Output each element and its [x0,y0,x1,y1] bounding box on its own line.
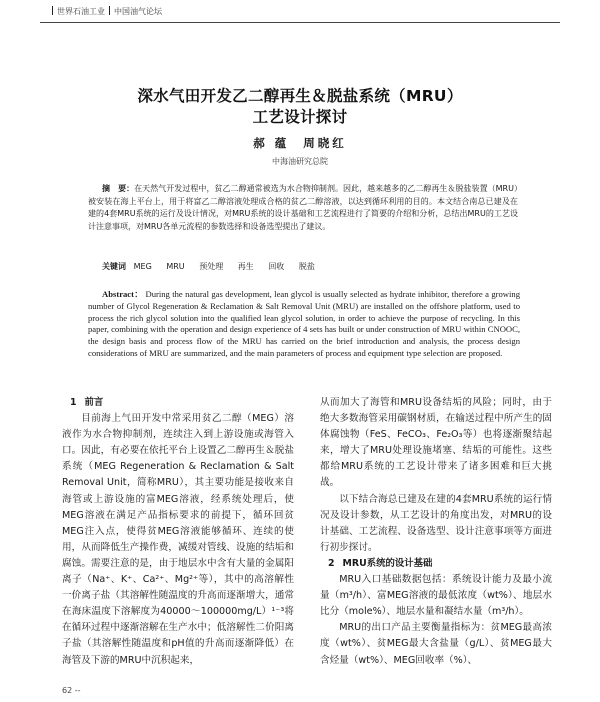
keywords-label: 关键词 [102,262,126,271]
affiliation: 中海油研究总院 [272,157,328,166]
header-bar [52,6,53,15]
keyword: 回收 [268,262,285,271]
running-header [48,6,162,17]
keywords-cn [102,261,522,272]
keyword: 脱盐 [298,262,315,271]
abstract-cn [88,183,518,233]
keyword: MEG [133,262,152,271]
body-paragraph: 目前海上气田开发中常采用贫乙二醇（MEG）溶液作为水合物抑制剂，连续注入到上游设施或海管入口。因此，有必要在依托平台上设置乙二醇再生＆脱盐系统（MEG Regeneration & Reclamation & Salt Removal Unit，简称MRU），其主要功能是接收来自海管或上游设施的富MEG溶液，经系统处理后，使MEG溶液在满足产品指标要求的前提下，循环回贫MEG注入点，使得贫MEG溶液能够循环、连续的使用，从而降低生产操作费，减缓对管线、设施的结垢和腐蚀。需要注意的是，由于地层水中含有大量的金属阳离子（Na⁺、K⁺、Ca²⁺、Mg²⁺等），其中的高溶解性一价离子盐（其溶解性随温度的升高而逐渐增大，通常在海床温度下溶解度为40000～100000mg/L）¹⁻³将在循环过程中逐渐溶解在生产水中；低溶解性二价阳离子盐（其溶解性随温度和pH值的升高而逐渐降低）在海管及下游的MRU中沉积起来， [62,413,294,666]
keyword: 预处理 [199,262,224,271]
authors [40,135,560,151]
abstract-en [88,289,520,360]
body-paragraph: MRU的出口产品主要衡量指标为：贫MEG最高浓度（wt%）、贫MEG最大含盐量（g/L）、贫MEG最大含烃量（wt%）、MEG回收率（%）、 [320,622,552,666]
header-rule [40,22,560,23]
body-paragraph: MRU入口基础数据包括：系统设计能力及最小流量（m³/h）、富MEG溶液的最低浓度（wt%）、地层水比分（mole%）、地层水量和凝结水量（m³/h）。 [320,574,552,618]
page-number: 62 -- [62,686,81,695]
abstract-en-text: During the natural gas development, lean glycol is usually selected as hydrate inhibitor, therefore a growing number of Glycol Regeneration & Reclamation & Salt Removal Unit (MRU) are installed on the offshore platform, used to process the rich glycol solution into the qualified lean glycol solution, in order to achieve the purpose of recycling. In this paper, combining with the operation and design experience of 4 sets has built or under construction of MRU within CNOOC, the design basis and process flow of the MRU has carried on the brief introduction and analysis, the process design considerations of MRU are summarized, and the main parameters of process and equipment type selection are proposed. [88,289,520,358]
journal-name: 世界石油工业 [57,7,105,16]
section-heading-1: 1 前言 [70,397,104,408]
author-1: 郝 蕴 [253,136,290,150]
body-column-right [320,395,552,669]
body-paragraph: 从而加大了海管和MRU设备结垢的风险；同时，由于绝大多数海管采用碳钢材质，在输送过程中所产生的固体腐蚀物（FeS、FeCO₃、Fe₂O₃等）也将逐渐聚结起来，增大了MRU处理设施堵塞、结垢的可能性。这些都给MRU系统的工艺设计带来了诸多困难和巨大挑战。 [320,397,552,489]
abstract-en-label: Abstract： [102,289,144,299]
body-column-left [62,395,294,669]
section-heading-2: 2 MRU系统的设计基础 [328,557,433,569]
keyword: 再生 [237,262,254,271]
header-bar [109,6,110,15]
author-2: 周晓红 [303,136,347,150]
keyword: MRU [166,262,185,271]
journal-section: 中国油气论坛 [114,7,162,16]
body-paragraph: 以下结合海总已建及在建的4套MRU系统的运行情况及设计参数，从工艺设计的角度出发，对MRU的设计基础、工艺流程、设备选型、设计注意事项等方面进行初步探讨。 [320,493,552,553]
paper-title-line2: 工艺设计探讨 [252,108,348,126]
paper-title-line1: 深水气田开发乙二醇再生＆脱盐系统（MRU） [137,87,463,105]
abstract-cn-label: 摘 要： [102,184,135,193]
abstract-cn-text: 在天然气开发过程中，贫乙二醇通常被选为水合物抑制剂。因此，越来越多的乙二醇再生＆脱盐装置（MRU）被安装在海上平台上，用于将富乙二醇溶液处理成合格的贫乙二醇溶液，以达到循环利用的目的。本文结合南总已建及在建的4套MRU系统的运行及设计情况，对MRU系统的设计基础和工艺流程进行了简要的介绍和分析，总结出MRU的工艺设计注意事项，对MRU各单元流程的参数选择和设备选型提出了建议。 [88,184,519,231]
